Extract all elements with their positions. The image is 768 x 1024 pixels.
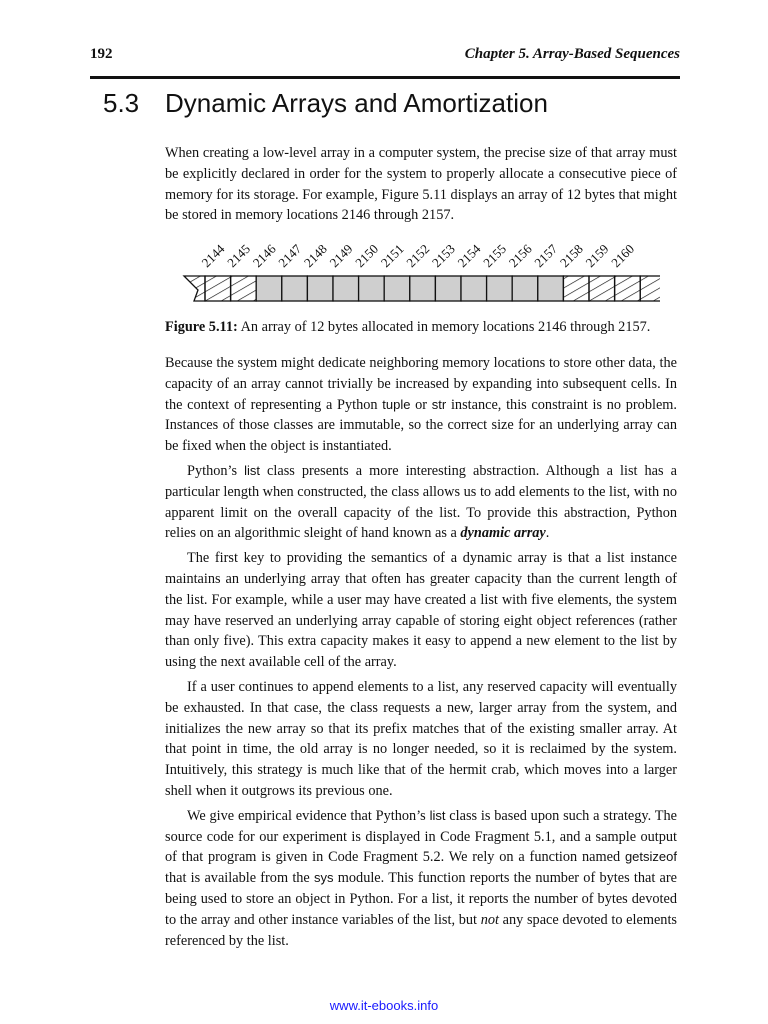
- allocated-byte-cell: [538, 276, 564, 301]
- text-span: or: [410, 396, 432, 413]
- text-span: that is available from the: [165, 870, 315, 887]
- intro-text: [165, 143, 677, 230]
- header-rule: [90, 76, 680, 79]
- allocated-byte-cell: [307, 276, 333, 301]
- memory-cells: [184, 276, 660, 301]
- figure-caption: [165, 319, 677, 336]
- allocated-byte-cell: [461, 276, 487, 301]
- address-label: 2156: [505, 241, 535, 271]
- term-dynamic-array: dynamic array: [460, 525, 546, 542]
- address-label: 2158: [556, 241, 586, 271]
- address-label: 2153: [428, 241, 458, 271]
- address-label: 2151: [377, 241, 407, 271]
- memory-array-figure: [180, 232, 660, 324]
- code-list: list: [244, 462, 260, 478]
- memory-array-diagram: [180, 232, 660, 324]
- text-span: instance, this constraint is no problem. Instances of those classes are immutable, so the correct size for an underlying array can be fixed when the object is instantiated.: [165, 396, 677, 455]
- text-span: .: [545, 525, 550, 542]
- text-span: We give empirical evidence that Python’s: [187, 807, 430, 824]
- running-head: Chapter 5. Array-Based Sequences: [464, 46, 680, 62]
- address-label: 2160: [608, 241, 638, 271]
- code-list: list: [429, 807, 446, 823]
- code-tuple: tuple: [382, 396, 411, 412]
- main-text: [165, 353, 677, 955]
- page-number: 192: [90, 46, 113, 62]
- address-label: 2149: [326, 241, 356, 271]
- text-span: any space devoted to elements referenced by the list.: [165, 911, 677, 949]
- address-label: 2159: [582, 241, 612, 271]
- address-label: 2150: [352, 241, 382, 271]
- allocated-byte-cell: [282, 276, 308, 301]
- address-labels: [199, 241, 638, 270]
- address-label: 2155: [480, 241, 510, 271]
- section-title: Dynamic Arrays and Amortization: [165, 88, 548, 118]
- allocated-byte-cell: [512, 276, 538, 301]
- section-heading: [103, 88, 548, 119]
- address-label: 2148: [300, 241, 330, 271]
- paragraph-4: If a user continues to append elements to a list, any reserved capacity will eventually be exhausted. In that case, the class requests a new, larger array from the system, and initializes the new array so that its prefix matches that of the existing smaller array. At that point in time, the old array is no longer needed, so it is reclaimed by the system. Intuitively, this strategy is much like that of the hermit crab, which moves into a larger shell when it outgrows its previous one.: [165, 678, 677, 799]
- allocated-byte-cell: [359, 276, 385, 301]
- address-label: 2146: [249, 241, 279, 271]
- address-label: 2144: [198, 241, 228, 271]
- caption-text: An array of 12 bytes allocated in memory locations 2146 through 2157.: [237, 319, 651, 335]
- unavailable-cell: [589, 276, 615, 301]
- text-span: module. This function reports the number of bytes that are being used to store an object in Python. For a list, it reports the number of bytes devoted to the array and other instance variables of the list, but: [165, 870, 677, 928]
- address-label: 2147: [275, 241, 305, 271]
- text-span: Because the system might dedicate neighboring memory locations to store other data, the capacity of an array cannot trivially be increased by expanding into subsequent cells. In the context of representing a Python: [165, 355, 677, 413]
- allocated-byte-cell: [435, 276, 461, 301]
- caption-label: Figure 5.11:: [165, 319, 238, 335]
- allocated-byte-cell: [410, 276, 436, 301]
- code-getsizeof: getsizeof: [624, 849, 677, 865]
- page-header: [90, 46, 680, 74]
- unavailable-cell: [640, 276, 660, 301]
- paragraph-5: [165, 806, 677, 952]
- allocated-byte-cell: [333, 276, 359, 301]
- unavailable-cell: [205, 276, 231, 301]
- address-label: 2154: [454, 241, 484, 271]
- text-span: Python’s: [187, 462, 245, 479]
- left-broken-end: [184, 276, 205, 301]
- text-span: class presents a more interesting abstraction. Although a list has a particular length when constructed, the class allows us to add elements to the list, with no apparent limit on the overall capacity of the list. To provide this abstraction, Python relies on an algorithmic sleight of hand known as a: [165, 462, 677, 542]
- allocated-byte-cell: [384, 276, 410, 301]
- paragraph-2: [165, 461, 677, 544]
- text-span: class is based upon such a strategy. The source code for our experiment is displayed in Code Fragment 5.1, and a sample output of that program is given in Code Fragment 5.2. We rely on a function named: [165, 807, 678, 866]
- code-sys: sys: [314, 870, 334, 886]
- unavailable-cell: [615, 276, 641, 301]
- paragraph-3: The first key to providing the semantics of a dynamic array is that a list instance maintains an underlying array that often has greater capacity than the current length of the list. For example, while a user may have created a list with five elements, the system may have reserved an underlying array capable of storing eight object references (rather than only five). This extra capacity makes it easy to append a new element to the list by using the next available cell of the array.: [165, 550, 677, 671]
- section-number: 5.3: [103, 88, 140, 118]
- paragraph-1: [165, 353, 677, 457]
- footer-link[interactable]: www.it-ebooks.info: [329, 998, 439, 1013]
- intro-paragraph: When creating a low-level array in a computer system, the precise size of that array must be explicitly declared in order for the system to properly allocate a consecutive piece of memory for its storage. For example, Figure 5.11 displays an array of 12 bytes that might be stored in memory locations 2146 through 2157.: [165, 145, 677, 224]
- emphasis-not: not: [480, 911, 499, 928]
- code-str: str: [431, 396, 447, 412]
- allocated-byte-cell: [487, 276, 513, 301]
- address-label: 2152: [403, 241, 433, 271]
- allocated-byte-cell: [256, 276, 282, 301]
- address-label: 2145: [224, 241, 254, 271]
- unavailable-cell: [231, 276, 257, 301]
- address-label: 2157: [531, 241, 561, 271]
- unavailable-cell: [563, 276, 589, 301]
